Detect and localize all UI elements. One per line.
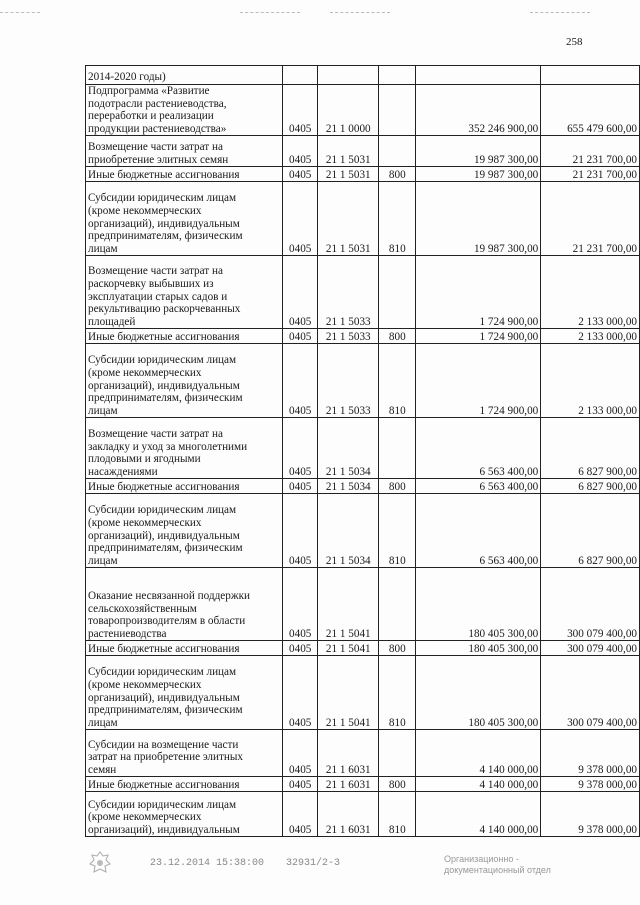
cell-sum-year-2: 300 079 400,00 [541,656,640,730]
table-row [86,66,640,85]
cell-section: 0405 [283,167,318,182]
cell-expense-type: 810 [379,792,416,837]
cell-sum-year-2: 300 079 400,00 [541,568,640,641]
cell-target-article: 21 1 0000 [318,85,379,136]
cell-name: Субсидии юридическим лицам (кроме некоммерческих организаций), индивидуальным предпринимателям, физическим лицам [86,344,283,418]
table-row [86,418,640,479]
cell-sum-year-2: 21 231 700,00 [541,136,640,167]
cell-sum-year-1: 6 563 400,00 [416,418,541,479]
cell-name: Субсидии юридическим лицам (кроме некоммерческих организаций), индивидуальным [86,792,283,837]
org-line-1: Организационно - [444,854,519,864]
cell-sum-year-2: 2 133 000,00 [541,344,640,418]
cell-name: Иные бюджетные ассигнования [86,167,283,182]
cell-section: 0405 [283,641,318,656]
cell-sum-year-1: 4 140 000,00 [416,792,541,837]
cell-section [283,66,318,85]
cell-sum-year-1: 1 724 900,00 [416,344,541,418]
cell-section: 0405 [283,182,318,256]
cell-target-article: 21 1 5031 [318,136,379,167]
cell-target-article: 21 1 6031 [318,730,379,777]
scan-edge-mark [0,12,40,13]
cell-sum-year-1: 19 987 300,00 [416,136,541,167]
emblem-stamp-icon [88,850,112,876]
cell-section: 0405 [283,494,318,568]
cell-expense-type: 810 [379,494,416,568]
cell-expense-type [379,256,416,329]
cell-section: 0405 [283,730,318,777]
scan-edge-mark [330,12,390,13]
cell-sum-year-1: 4 140 000,00 [416,730,541,777]
table-row [86,182,640,256]
cell-sum-year-1: 4 140 000,00 [416,777,541,792]
table-row [86,167,640,182]
table-row [86,494,640,568]
table-row [86,730,640,777]
cell-sum-year-2 [541,66,640,85]
cell-sum-year-1: 1 724 900,00 [416,256,541,329]
cell-sum-year-2: 6 827 900,00 [541,418,640,479]
table-row [86,792,640,837]
cell-name: Иные бюджетные ассигнования [86,479,283,494]
cell-expense-type: 800 [379,167,416,182]
cell-name: Иные бюджетные ассигнования [86,329,283,344]
cell-section: 0405 [283,256,318,329]
cell-name: Субсидии юридическим лицам (кроме некоммерческих организаций), индивидуальным предпринимателям, физическим лицам [86,656,283,730]
cell-target-article: 21 1 5034 [318,479,379,494]
cell-sum-year-2: 6 827 900,00 [541,494,640,568]
cell-sum-year-1: 19 987 300,00 [416,167,541,182]
cell-sum-year-1: 19 987 300,00 [416,182,541,256]
table-row [86,641,640,656]
cell-target-article: 21 1 5034 [318,494,379,568]
cell-target-article: 21 1 5034 [318,418,379,479]
cell-section: 0405 [283,329,318,344]
cell-sum-year-1: 6 563 400,00 [416,494,541,568]
cell-name: Субсидии юридическим лицам (кроме некоммерческих организаций), индивидуальным предпринимателям, физическим лицам [86,182,283,256]
cell-sum-year-2: 9 378 000,00 [541,730,640,777]
cell-sum-year-2: 6 827 900,00 [541,479,640,494]
table-row [86,479,640,494]
cell-expense-type [379,66,416,85]
cell-sum-year-1: 180 405 300,00 [416,641,541,656]
cell-name: Иные бюджетные ассигнования [86,777,283,792]
registration-doc-number: 32931/2-3 [286,858,341,869]
cell-expense-type: 800 [379,329,416,344]
cell-name: Оказание несвязанной поддержки сельскохозяйственным товаропроизводителям в области растениеводства [86,568,283,641]
cell-sum-year-2: 300 079 400,00 [541,641,640,656]
cell-expense-type [379,568,416,641]
cell-name: Возмещение части затрат на раскорчевку выбывших из эксплуатации старых садов и рекультивацию раскорчеванных площадей [86,256,283,329]
cell-target-article: 21 1 5031 [318,167,379,182]
cell-target-article [318,66,379,85]
scan-edge-mark [530,12,590,13]
cell-target-article: 21 1 5041 [318,656,379,730]
cell-expense-type: 810 [379,656,416,730]
scan-edge-mark [240,12,300,13]
cell-section: 0405 [283,136,318,167]
cell-sum-year-2: 21 231 700,00 [541,167,640,182]
org-line-2: документационный отдел [444,865,551,875]
cell-section: 0405 [283,85,318,136]
cell-name: Возмещение части затрат на закладку и уход за многолетними плодовыми и ягодными насаждениями [86,418,283,479]
cell-sum-year-1: 180 405 300,00 [416,656,541,730]
cell-expense-type: 810 [379,182,416,256]
cell-target-article: 21 1 5031 [318,182,379,256]
cell-sum-year-2: 9 378 000,00 [541,777,640,792]
cell-target-article: 21 1 6031 [318,792,379,837]
table-row [86,777,640,792]
cell-sum-year-2: 21 231 700,00 [541,182,640,256]
cell-sum-year-2: 9 378 000,00 [541,792,640,837]
cell-name: Подпрограмма «Развитие подотрасли растениеводства, переработки и реализации продукции растениеводства» [86,85,283,136]
table-row [86,329,640,344]
cell-name: Иные бюджетные ассигнования [86,641,283,656]
cell-section: 0405 [283,792,318,837]
cell-expense-type [379,136,416,167]
cell-target-article: 21 1 5033 [318,329,379,344]
table-row [86,136,640,167]
cell-target-article: 21 1 5041 [318,641,379,656]
cell-section: 0405 [283,344,318,418]
table-row [86,344,640,418]
cell-sum-year-2: 2 133 000,00 [541,329,640,344]
page-number: 258 [566,36,583,48]
cell-expense-type [379,418,416,479]
cell-target-article: 21 1 5041 [318,568,379,641]
table-row [86,256,640,329]
cell-expense-type [379,730,416,777]
cell-section: 0405 [283,418,318,479]
cell-section: 0405 [283,777,318,792]
cell-sum-year-2: 655 479 600,00 [541,85,640,136]
table-body [86,66,640,837]
table-row [86,568,640,641]
cell-name: Субсидии юридическим лицам (кроме некоммерческих организаций), индивидуальным предпринимателям, физическим лицам [86,494,283,568]
cell-expense-type: 800 [379,479,416,494]
cell-name: Возмещение части затрат на приобретение элитных семян [86,136,283,167]
cell-sum-year-1: 6 563 400,00 [416,479,541,494]
cell-sum-year-1 [416,66,541,85]
cell-expense-type: 800 [379,777,416,792]
cell-name: Субсидии на возмещение части затрат на приобретение элитных семян [86,730,283,777]
cell-expense-type: 800 [379,641,416,656]
cell-sum-year-2: 2 133 000,00 [541,256,640,329]
cell-target-article: 21 1 6031 [318,777,379,792]
budget-table [85,65,640,837]
cell-section: 0405 [283,568,318,641]
cell-section: 0405 [283,656,318,730]
cell-expense-type [379,85,416,136]
cell-section: 0405 [283,479,318,494]
cell-sum-year-1: 1 724 900,00 [416,329,541,344]
cell-expense-type: 810 [379,344,416,418]
cell-target-article: 21 1 5033 [318,344,379,418]
table-row [86,656,640,730]
cell-name: 2014-2020 годы) [86,66,283,85]
cell-sum-year-1: 352 246 900,00 [416,85,541,136]
cell-target-article: 21 1 5033 [318,256,379,329]
registration-timestamp: 23.12.2014 15:38:00 [150,858,265,869]
org-department-stamp [444,854,551,876]
cell-sum-year-1: 180 405 300,00 [416,568,541,641]
table-row [86,85,640,136]
